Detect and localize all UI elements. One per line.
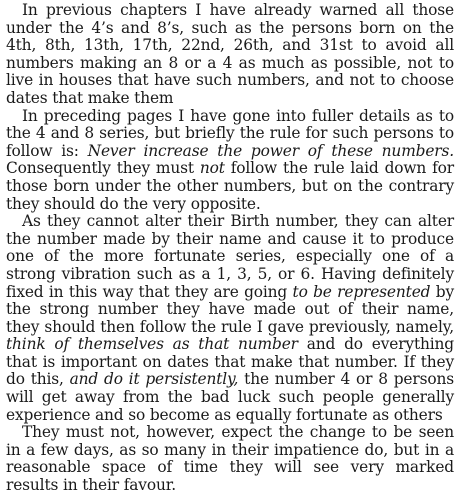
paragraph-3-emphasis-represented: to be represented [292, 282, 431, 301]
paragraph-2 [6, 108, 454, 214]
paragraph-2-text-a: In preceding pages I have gone into fuller details as to the 4 and 8 series, but briefly the rule for such persons to follow is: [6, 106, 454, 160]
paragraph-3 [6, 213, 454, 424]
paragraph-3-text-b: by the strong number they have made out of their name, they should then follow the rule I gave previously, namely, [6, 282, 455, 336]
paragraph-3-emphasis-think: think of themselves as that number [6, 335, 298, 354]
paragraph-3-text-d: the number 4 or 8 persons will get away from the bad luck such people generally experience and so become as equally fortunate as others [6, 370, 454, 424]
paragraph-2-text-b: Consequently they must [6, 159, 200, 178]
paragraph-3-emphasis-persistently: and do it persistently, [69, 370, 239, 389]
paragraph-3-text-c: and do everything that is important on dates that make that number. If they do this, [6, 335, 454, 389]
document-page [6, 2, 454, 495]
paragraph-2-emphasis-rule: Never increase the power of these numbers. [87, 141, 454, 160]
paragraph-2-text-c: follow the rule laid down for those born under the other numbers, but on the contrary they should do the very opposite. [6, 159, 454, 213]
paragraph-2-emphasis-not: not [199, 159, 225, 178]
paragraph-1 [6, 2, 454, 108]
paragraph-4-text: They must not, however, expect the change to be seen in a few days, as so many in their impatience do, but in a reasonable space of time they will see very marked results in their favour. [6, 423, 454, 495]
paragraph-3-text-a: As they cannot alter their Birth number, they can alter the number made by their name and cause it to produce one of the more fortunate series, especially one of a strong vibration such as a 1, 3, 5, or 6. Having definitely fixed in this way that they are going [6, 212, 454, 301]
paragraph-1-text: In previous chapters I have already warned all those under the 4’s and 8’s, such as the persons born on the 4th, 8th, 13th, 17th, 22nd, 26th, and 31st to avoid all numbers making an 8 or a 4 as much as possible, not to live in houses that have such numbers, and not to choose dates that make them [6, 1, 454, 107]
paragraph-4 [6, 424, 454, 494]
